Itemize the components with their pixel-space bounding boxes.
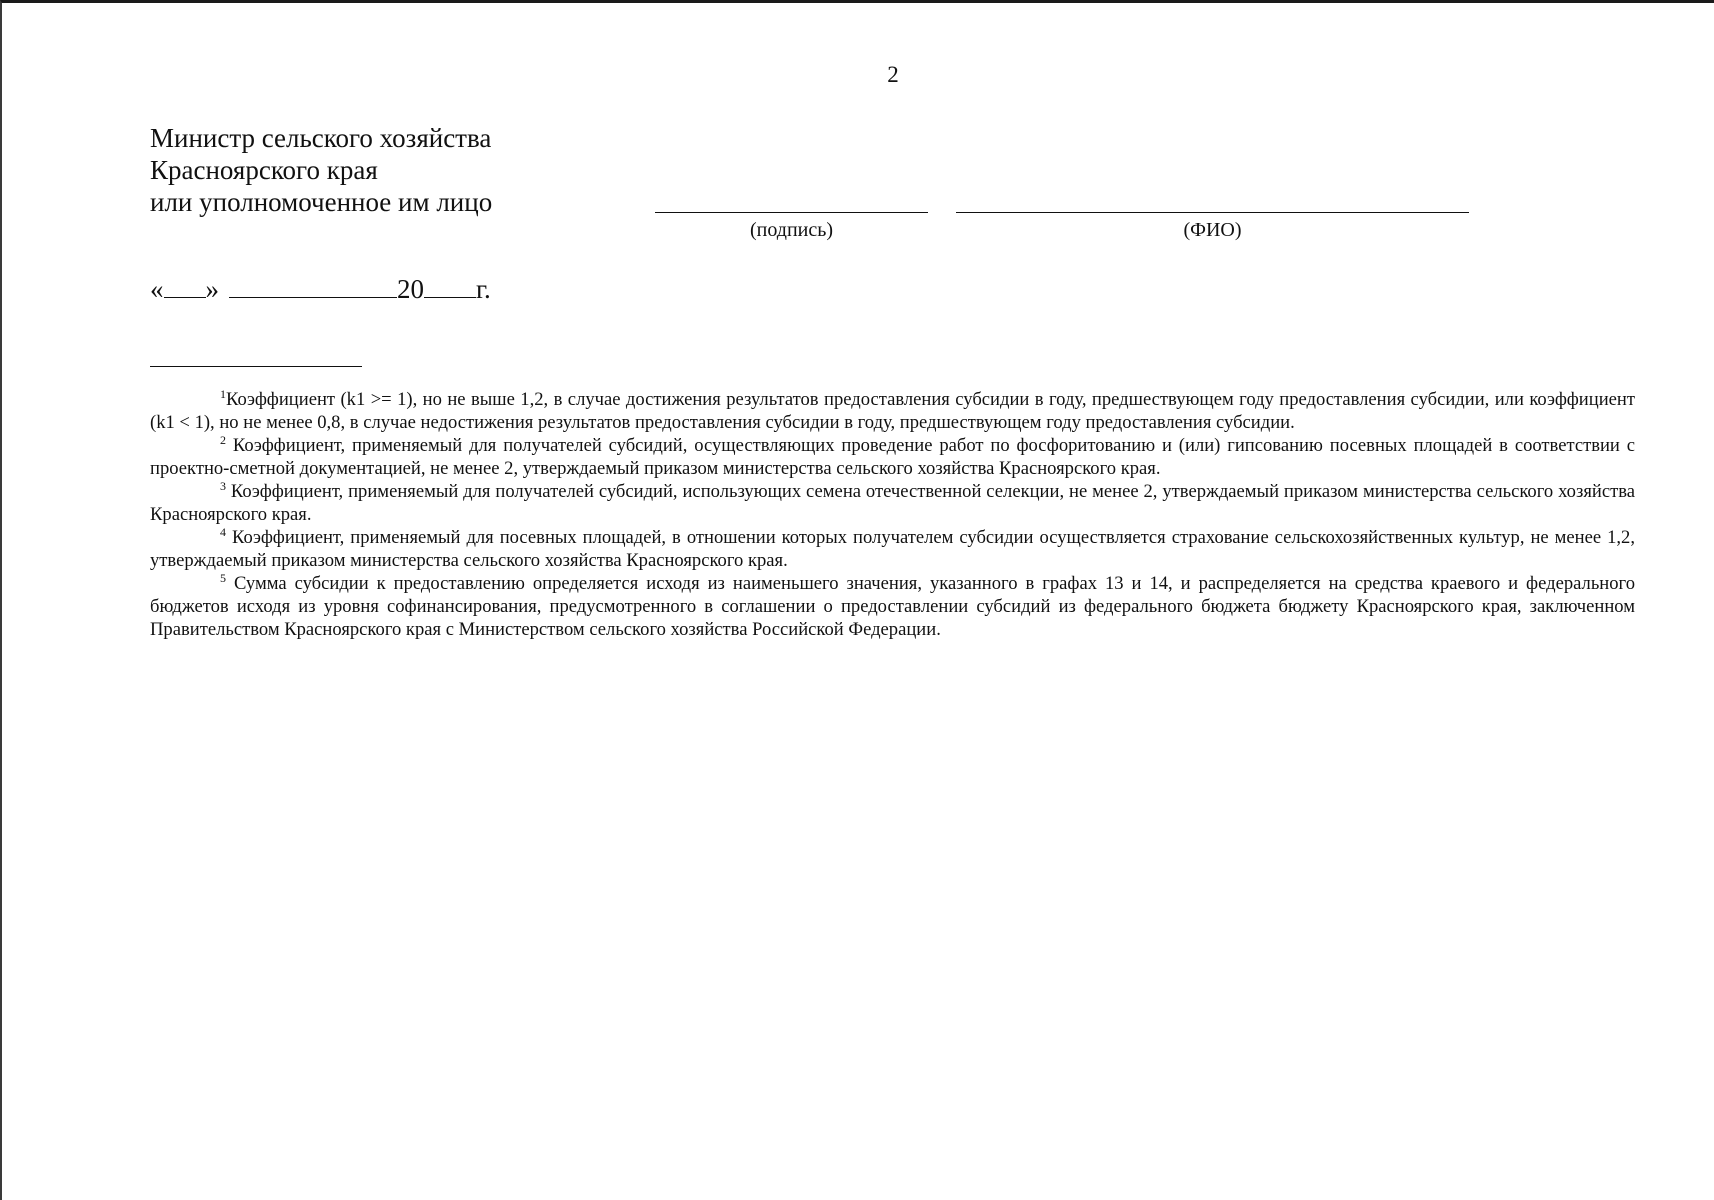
footnote-mark: 1 <box>220 387 226 401</box>
date-month-blank <box>229 275 397 298</box>
footnote-text: Коэффициент, применяемый для получателей субсидий, использующих семена отечественной селекции, не менее 2, утверждаемый приказом министерства сельского хозяйства Красноярского края. <box>150 481 1635 525</box>
footnote-mark: 5 <box>220 571 226 585</box>
footnote-separator <box>150 366 362 367</box>
date-day-blank <box>164 275 206 298</box>
footnotes <box>150 388 1635 641</box>
fio-caption: (ФИО) <box>1183 219 1242 241</box>
footnote-mark: 3 <box>220 479 226 493</box>
signature-caption: (подпись) <box>749 219 834 241</box>
date-year-suffix: г. <box>476 274 491 304</box>
date-open-quote: « <box>150 274 164 304</box>
signer-block <box>150 122 492 218</box>
footnote-text: Коэффициент, применяемый для посевных площадей, в отношении которых получателем субсидии осуществляется страхование сельскохозяйственных культур, не менее 1,2, утверждаемый приказом министерства сельского хозяйства Красноярского края. <box>150 527 1636 571</box>
date-field <box>150 274 491 305</box>
footnote-2 <box>150 434 1635 480</box>
date-year-blank <box>424 275 476 298</box>
signer-position-line-1: Министр сельского хозяйства <box>150 123 492 153</box>
signature-line <box>655 212 928 213</box>
footnote-text: Коэффициент, применяемый для получателей субсидий, осуществляющих проведение работ по фосфоритованию и (или) гипсованию посевных площадей в соответствии с проектно-сметной документацией, не менее 2, утверждаемый приказом министерства сельского хозяйства Красноярского края. <box>150 435 1635 479</box>
footnote-mark: 2 <box>220 433 226 447</box>
fio-line <box>956 212 1469 213</box>
page-number: 2 <box>887 62 899 87</box>
signer-position-line-3: или уполномоченное им лицо <box>150 187 493 217</box>
date-close-quote: » <box>205 274 219 304</box>
footnote-text: Коэффициент (k1 >= 1), но не выше 1,2, в случае достижения результатов предоставления субсидии в году, предшествующем году предоставления субсидии, или коэффициент (k1 < 1), но не менее 0,8, в случае недостижения результатов предоставления субсидии в году, предшествующем году предоставления субсидии. <box>150 389 1635 433</box>
date-century: 20 <box>397 274 424 304</box>
footnote-4 <box>150 526 1635 572</box>
footnote-text: Сумма субсидии к предоставлению определяется исходя из наименьшего значения, указанного в графах 13 и 14, и распределяется на средства краевого и федерального бюджетов исходя из уровня софинансирования, предусмотренного в соглашении о предоставлении субсидий из федерального бюджета бюджету Красноярского края, заключенном Правительством Красноярского края с Министерством сельского хозяйства Российской Федерации. <box>150 573 1636 640</box>
signer-position-line-2: Красноярского края <box>150 155 378 185</box>
footnote-5 <box>150 572 1635 641</box>
footnote-3 <box>150 480 1635 526</box>
footnote-1 <box>150 388 1635 434</box>
footnote-mark: 4 <box>220 525 226 539</box>
